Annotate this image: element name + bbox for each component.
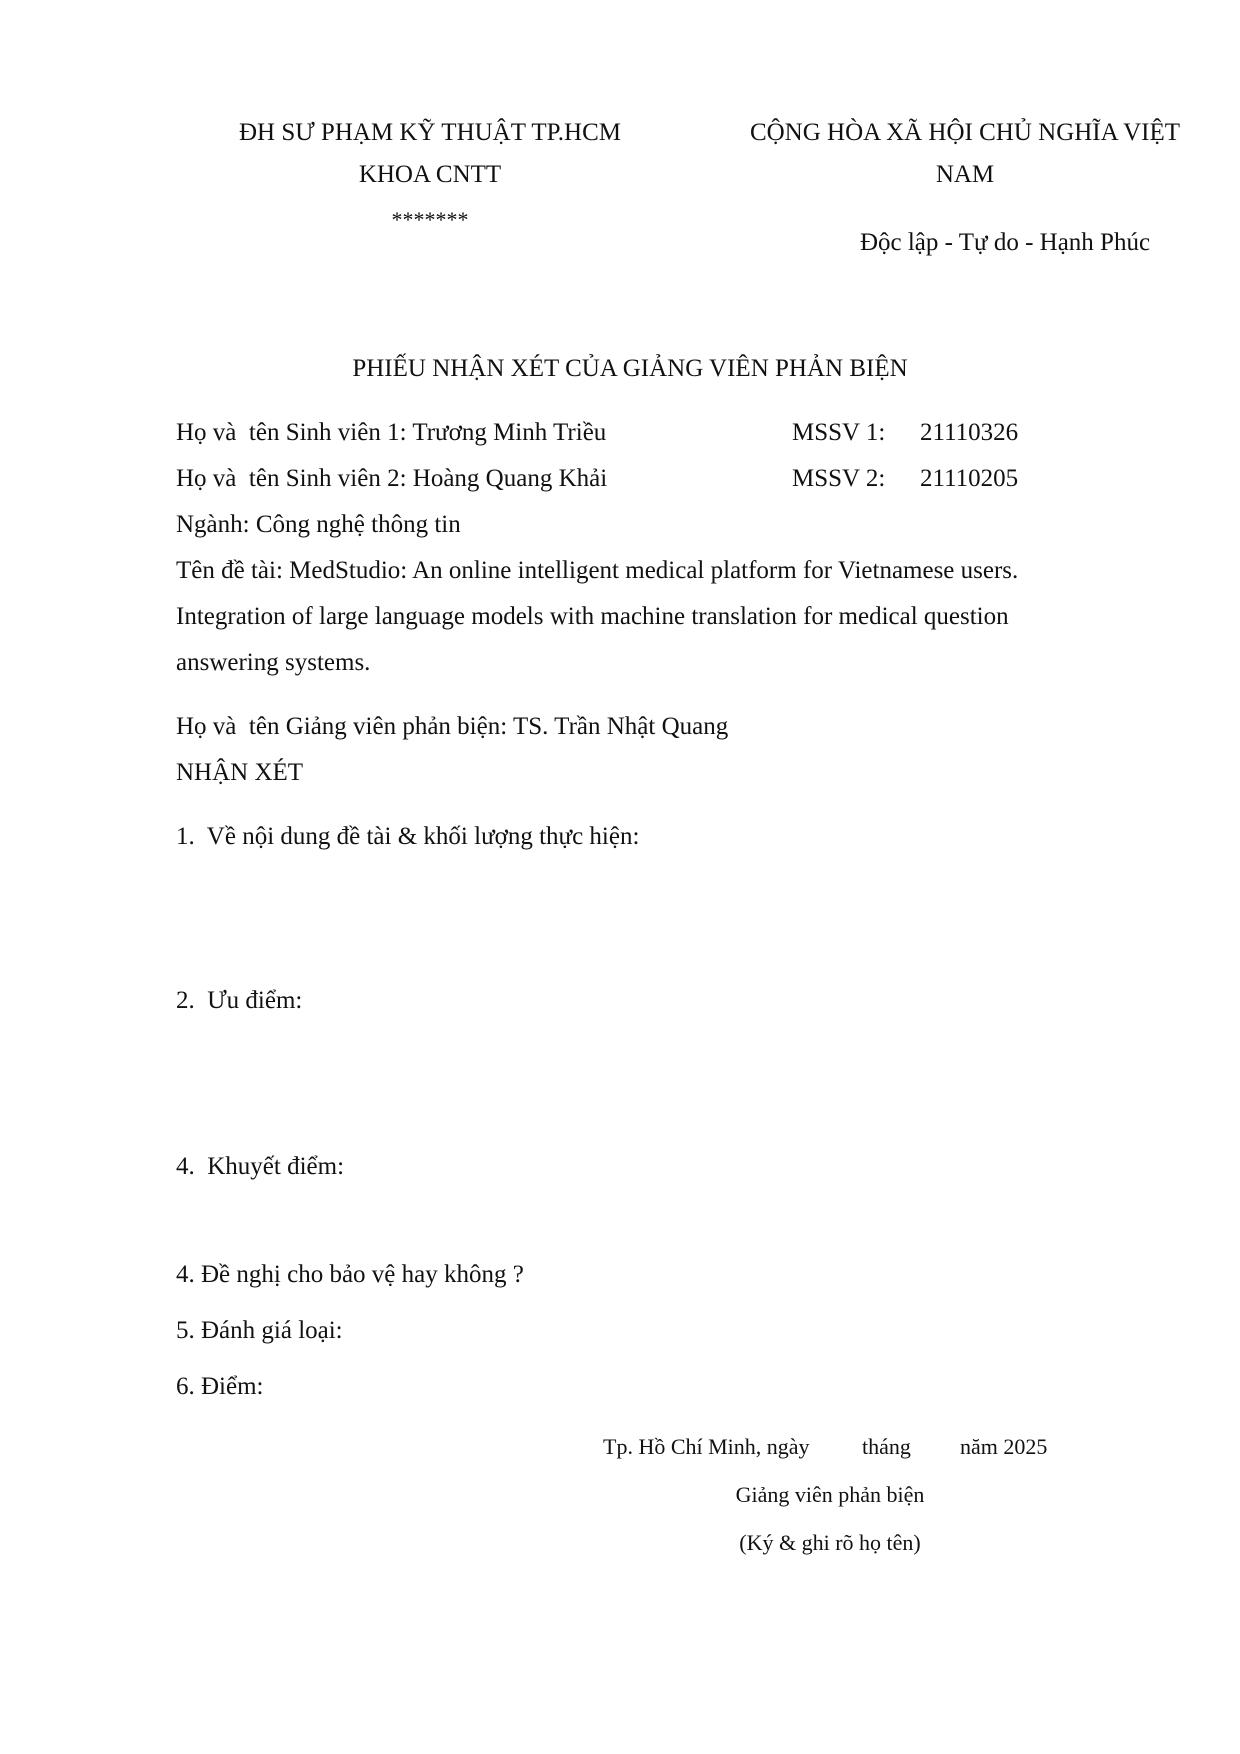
topic-line-1: Tên đề tài: MedStudio: An online intelligent medical platform for Vietnamese users. [176, 557, 1019, 584]
topic-line-2: Integration of large language models with machine translation for medical question [176, 603, 1009, 630]
faculty-name: KHOA CNTT [358, 161, 502, 188]
item-weaknesses: 4. Khuyết điểm: [176, 1153, 345, 1180]
item-score: 6. Điểm: [176, 1373, 264, 1400]
item-defense-recommendation: 4. Đề nghị cho bảo vệ hay không ? [176, 1261, 524, 1288]
comments-heading: NHẬN XÉT [176, 759, 304, 786]
national-motto: Độc lập - Tự do - Hạnh Phúc [859, 229, 1151, 256]
student-1-name: Họ và tên Sinh viên 1: Trương Minh Triều [176, 419, 607, 446]
student-2-id-label: MSSV 2: [792, 465, 886, 492]
major: Ngành: Công nghệ thông tin [176, 511, 461, 538]
date-month: tháng [862, 1434, 911, 1459]
item-strengths: 2. Ưu điểm: [176, 987, 303, 1014]
date-year: năm 2025 [960, 1434, 1048, 1459]
student-1-id-value: 21110326 [920, 419, 1019, 446]
item-rating: 5. Đánh giá loại: [176, 1317, 343, 1344]
university-name: ĐH SƯ PHẠM KỸ THUẬT TP.HCM [239, 119, 621, 146]
signer-role: Giảng viên phản biện [735, 1482, 925, 1507]
page-title: PHIẾU NHẬN XÉT CỦA GIẢNG VIÊN PHẢN BIỆN [352, 355, 908, 382]
student-2-id-value: 21110205 [920, 465, 1019, 492]
topic-line-3: answering systems. [176, 649, 371, 676]
national-title-cont: NAM [935, 161, 995, 188]
signature-note: (Ký & ghi rõ họ tên) [739, 1530, 921, 1555]
reviewer-name: Họ và tên Giảng viên phản biện: TS. Trần Nhật Quang [176, 713, 729, 740]
student-1-id-label: MSSV 1: [792, 419, 886, 446]
student-2-name: Họ và tên Sinh viên 2: Hoàng Quang Khải [176, 465, 608, 492]
item-content-workload: 1. Về nội dung đề tài & khối lượng thực hiện: [176, 823, 640, 850]
header-asterisks: ******* [391, 207, 469, 232]
date-prefix: Tp. Hồ Chí Minh, ngày [603, 1434, 810, 1459]
national-title: CỘNG HÒA XÃ HỘI CHỦ NGHĨA VIỆT [749, 119, 1181, 146]
